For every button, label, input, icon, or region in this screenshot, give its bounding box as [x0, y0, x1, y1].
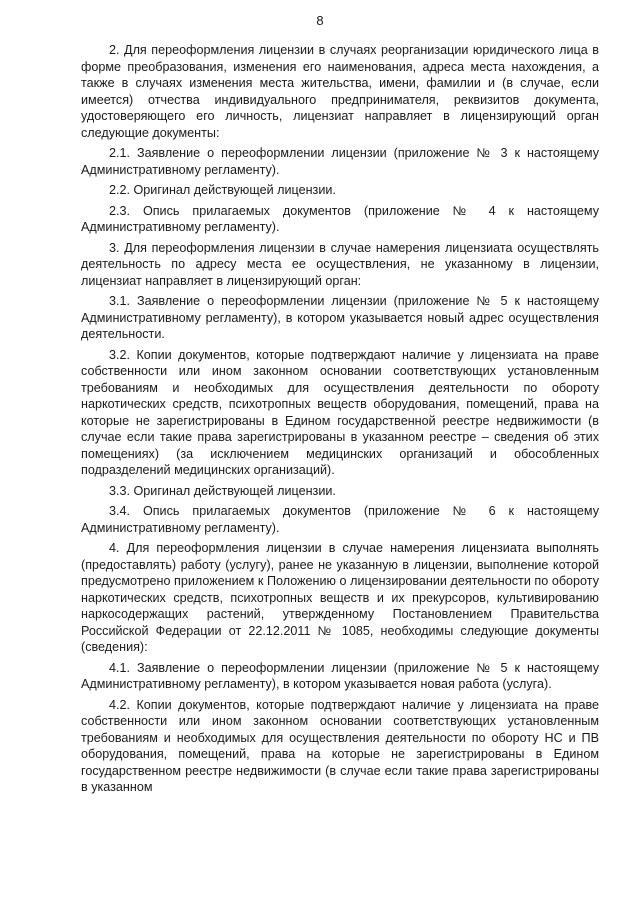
paragraph-2: 2. Для переоформления лицензии в случаях реорганизации юридического лица в форме преобразования, изменения его наименования, адреса места нахождения, а также в случаях изменения места жительства, имени, фамилии и (в случае, если имеется) отчества индивидуального предпринимателя, реквизитов документа, удостоверяющего его личность, лицензиат направляет в лицензирующий орган следующие документы:: [81, 43, 599, 140]
paragraph-2-2: 2.2. Оригинал действующей лицензии.: [109, 183, 336, 197]
paragraph-3-3: 3.3. Оригинал действующей лицензии.: [109, 483, 336, 498]
paragraph-3-4: 3.4. Опись прилагаемых документов (приложение № 6 к настоящему Административному регламенту).: [81, 504, 599, 535]
paragraph-2-3: 2.3. Опись прилагаемых документов (приложение № 4 к настоящему Административному регламенту).: [81, 203, 599, 234]
paragraph-4-1: 4.1. Заявление о переоформлении лицензии (приложение № 5 к настоящему Административному регламенту), в котором указывается новая работа (услуга).: [81, 660, 599, 691]
paragraph-4: 4. Для переоформления лицензии в случае намерения лицензиата выполнять (предоставлять) работу (услугу), ранее не указанную в лицензии, выполнение которой предусмотрено приложением к Положению о лицензировании деятельности по обороту наркотических средств, психотропных веществ и их прекурсоров, культивированию наркосодержащих растений, утвержденному Постановлением Правительства Российской Федерации от 22.12.2011 № 1085, необходимы следующие документы (сведения):: [81, 541, 599, 654]
paragraph-4-2: 4.2. Копии документов, которые подтверждают наличие у лицензиата на праве собственности или ином законном основании соответствующих установленным требованиям и необходимых для осуществления деятельности по обороту НС и ПВ оборудования, помещений, права на которые не зарегистрированы в Едином государственном реестре недвижимости (в случае если такие права зарегистрированы в указанном: [81, 697, 599, 794]
page-number: 8: [316, 13, 324, 28]
document-body: [81, 42, 599, 796]
paragraph-2-1: 2.1. Заявление о переоформлении лицензии (приложение № 3 к настоящему Административному регламенту).: [81, 146, 599, 177]
paragraph-3: 3. Для переоформления лицензии в случае намерения лицензиата осуществлять деятельность по адресу места ее осуществления, не указанному в лицензии, лицензиат направляет в лицензирующий орган:: [81, 240, 599, 288]
paragraph-3-2: 3.2. Копии документов, которые подтверждают наличие у лицензиата на праве собственности или ином законном основании соответствующих установленным требованиям и необходимых для осуществления деятельности по обороту наркотических средств, психотропных веществ оборудования, помещений, права на которые не зарегистрированы в Едином государственной реестре недвижимости (в случае если такие права зарегистрированы в указанном реестре – сведения об этих помещениях) (за исключением медицинских организаций и обособленных подразделений медицинских организаций).: [81, 347, 599, 477]
paragraph-3-1: 3.1. Заявление о переоформлении лицензии (приложение № 5 к настоящему Административному регламенту), в котором указывается новый адрес осуществления деятельности.: [81, 294, 599, 341]
